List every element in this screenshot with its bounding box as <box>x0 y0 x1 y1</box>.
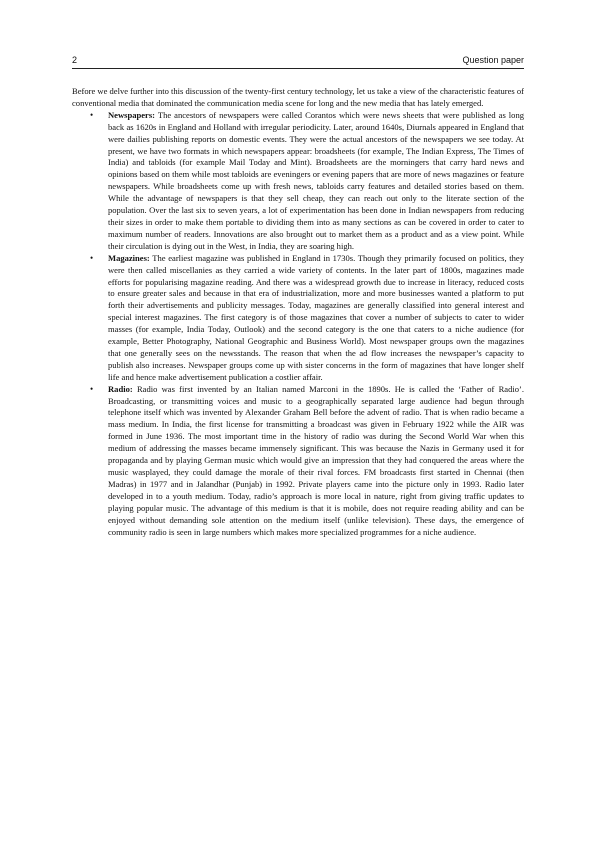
list-item-magazines <box>72 253 524 384</box>
term-radio: Radio: <box>108 383 133 394</box>
intro-paragraph: Before we delve further into this discussion of the twenty-first century technology, let us take a view of the characteristic features of conventional media that dominated the communication media scene for long and the new media that has lately emerged. <box>72 86 524 108</box>
page-number: 2 <box>72 55 78 65</box>
document-body <box>72 86 524 538</box>
bullet-icon: • <box>90 109 94 120</box>
term-magazines: Magazines: <box>108 252 150 263</box>
page-header <box>72 54 524 69</box>
list-item-radio <box>72 384 524 539</box>
media-list <box>72 110 524 539</box>
running-title: Question paper <box>462 55 524 65</box>
bullet-icon: • <box>90 383 94 394</box>
text-magazines: The earliest magazine was published in England in 1730s. Though they primarily focused on politics, they were then called miscellanies as they carried a wide variety of contents. In the later part of 1800s, magazines made efforts for popularising magazine reading. And there was a widespread growth due to increase in literacy, reduced costs to ensure greater sales and because in that era of industrialization, more and more businesses wanted a platform to put forth their advertisements and publicity messages. Today, magazines are generally classified into general interest and special interest magazines. The first category is of those magazines that cover a number of subjects to cater to wider masses (for example, India Today, Outlook) and the second category is the one that caters to a niche audience (for example, Better Photography, National Geographic and Business World). Most newspaper groups own the magazines that one generally sees on the newsstands. The reason that when the ad flow increases the newspaper’s capacity to publish also increases. Newspaper groups come up with sister concerns in the form of magazines that have longer shelf life and hence make advertisement publication a costlier affair. <box>108 252 524 382</box>
text-newspapers: The ancestors of newspapers were called Corantos which were news sheets that were published as long back as 1620s in England and Holland with irregular periodicity. Later, around 1640s, Diurnals appeared in England that were dailies publishing reports on domestic events. They were the actual ancestors of the newspapers we see today. At present, we have two formats in which newspapers appear: broadsheets (for example, The Indian Express, The Times of India) and tabloids (for example Mail Today and Mint). Broadsheets are the morningers that carry hard news and opinions based on them while most tabloids are eveningers or evening papers that are more of news magazines or feature newspapers. While broadsheets come up with fresh news, tabloids carry features and detailed stories based on them. While the advantage of newspapers is that they sell cheap, they can reach out only to the literate section of the population. Over the last six to seven years, a lot of experimentation has been done in Indian newspapers from reducing their sizes in order to make them portable to dividing them into as many sections as can be covered in order to cater to maximum number of readers. Innovations are also brought out to market them as a product and as a view point. While their circulation is dying out in the West, in India, they are soaring high. <box>108 109 524 251</box>
text-radio: Radio was first invented by an Italian named Marconi in the 1890s. He is called the ‘Father of Radio’. Broadcasting, or transmitting voices and music to a geographically separated large audience had begun through telephone itself which was invented by Alexander Graham Bell before the advent of radio. That is when radio became a mass medium. In India, the first license for transmitting a broadcast was given in February 1922 while the AIR was formed in June 1936. The most important time in the history of radio was during the Second World War when this medium of addressing the masses became immensely significant. This was because the Nazis in Germany used it for propaganda and by playing German music which would give an impression that they had conquered the areas where the music wasplayed, they could damage the morale of their rival forces. FM broadcasts first started in Chennai (then Madras) in 1977 and in Jalandhar (Punjab) in 1992. Private players came into the picture only in 1993. Radio later developed in to a youth medium. Today, radio’s approach is more local in nature, right from giving traffic updates to playing popular music. The advantage of this medium is that it is mobile, does not require reading ability and can be enjoyed without demanding sole attention on the medium itself (unlike television). These days, the emergence of community radio is seen in large numbers which makes more specialized programmes for a niche audience. <box>108 383 524 537</box>
bullet-icon: • <box>90 252 94 263</box>
term-newspapers: Newspapers: <box>108 109 156 120</box>
list-item-newspapers <box>72 110 524 253</box>
